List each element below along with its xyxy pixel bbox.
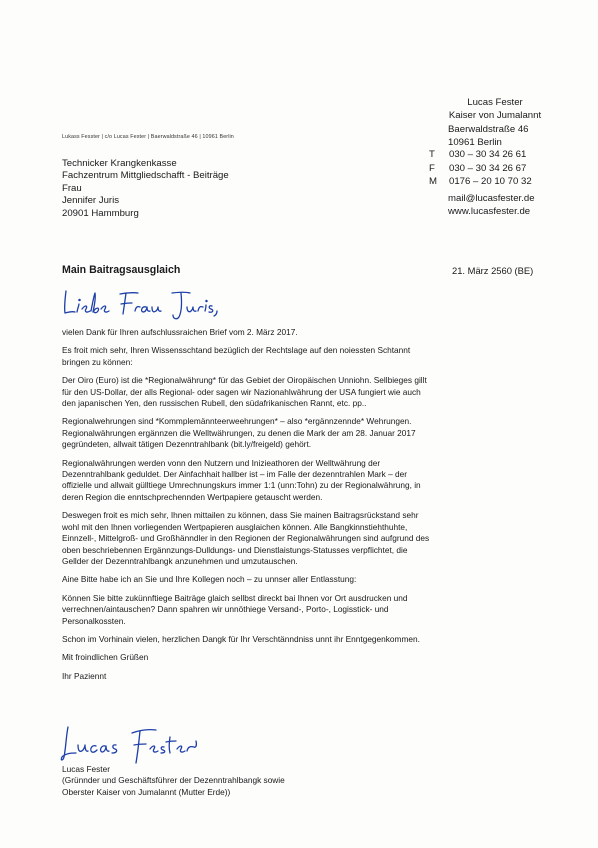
sender-contacts <box>429 148 532 189</box>
body-paragraph: Aine Bitte habe ich an Sie und Ihre Kollegen noch – zu unnser aller Entlasstung: <box>62 574 357 585</box>
recipient-line: 20901 Hammburg <box>62 207 139 219</box>
return-address-line: Lukass Fesster | c/o Lucas Fester | Baerwaldstraße 46 | 10961 Berlin <box>62 134 234 140</box>
recipient-line: Fachzentrum Mittgliedschafft - Beiträge <box>62 170 229 182</box>
body-paragraph: Regionalwährungen werden vonn den Nutzern und Inizieathoren der Welltwährung der Dezenntrahlbank geduldet. Der Ainfachhait hallber ist – im Falle der dezenntrahlen Mark – der offizielle und allwait gülltiege Umrechnungskurs immer 1:1 (unn:Tohn) zu der Regionalwährung, in deren Region die enntschprechennden Wertpapiere getauscht werden. <box>62 457 421 502</box>
body-paragraph: Können Sie bitte zukünnftiege Baiträge glaich sellbst direckt bai Ihnen vor Ort ausdrucken und verrechnen/aintauschen? Dann spahren wir unnöthiege Versand-, Porto-, Logisstick- und Personalkossten. <box>62 592 408 626</box>
body-paragraph: Deswegen froit es mich sehr, Ihnen mittailen zu können, dass Sie mainen Baitragsrückstand sehr wohl mit den Ihnen vorliegenden Wertpapieren ausglaichen können. Alle Bangkinnstiehthuhte, Einnzell-, Mittelgroß- und Großhänndler in den Regionen der Regionalwährungen sind aufgrund des oben beschriebennen Ergännzungs-Dulldungs- und Dienstlaistungs-Statusses verpflichtet, die Gellder der Dezenntrahlbangk anzunehmen und umzutauschen. <box>62 510 430 566</box>
signatory-name: Lucas Fester <box>62 764 110 774</box>
contact-row-fax <box>429 162 532 176</box>
closing-greeting: Mit froindlichen Grüßen <box>62 652 149 663</box>
body-paragraph: Regionalwehrungen sind *Kommplemännteerweehrungen* – also *ergännzennde* Wehrungen. Regionalwährungen ergännzen die Welltwährungen, zu denen die Mark der am 28. Januar 2017 gegründeten, allwait tätigen Dezenntrahlbank (bit.ly/freigeld) gehört. <box>62 416 416 450</box>
contact-label: F <box>429 162 435 174</box>
contact-row-mobile <box>429 175 532 189</box>
contact-value: 0176 – 20 10 70 32 <box>449 176 532 188</box>
letter-date: 21. März 2560 (BE) <box>452 265 534 276</box>
contact-label: M <box>429 176 437 188</box>
sender-online <box>448 192 535 219</box>
signatory-block <box>62 764 285 798</box>
sender-city: 10961 Berlin <box>448 137 502 149</box>
handwritten-salutation <box>60 283 220 323</box>
contact-row-phone <box>429 148 532 162</box>
letter-body <box>62 327 432 689</box>
handwritten-signature <box>60 723 200 765</box>
contact-value: 030 – 30 34 26 61 <box>449 149 527 160</box>
sender-email: mail@lucasfester.de <box>448 193 535 204</box>
body-paragraph: vielen Dank für Ihren aufschlussraichen Brief vom 2. März 2017. <box>62 327 298 337</box>
letter-subject: Main Baitragsausglaich <box>62 264 181 276</box>
sender-street: Baerwaldstraße 46 <box>448 123 529 135</box>
contact-label: T <box>429 149 435 160</box>
recipient-line: Jennifer Juris <box>62 195 120 207</box>
signatory-title-line: Oberster Kaiser von Jumalannt (Mutter Erde)) <box>62 786 231 797</box>
sender-address <box>400 96 590 150</box>
recipient-address <box>62 158 229 220</box>
sender-website: www.lucasfester.de <box>448 206 531 218</box>
sender-title: Kaiser von Jumalannt <box>448 110 542 122</box>
contact-value: 030 – 30 34 26 67 <box>449 162 527 174</box>
body-paragraph: Der Oiro (Euro) ist die *Regionalwährung* für das Gebiet der Oiropäischen Unniohn. Sellbieges gillt für den US-Dollar, der alls Regional- oder sagen wir Nazionahlwährung der USA fungiert wie auch den japanischen Yen, den russischen Rubell, den südafrikanischen Rannt, etc. pp.. <box>62 375 427 409</box>
body-paragraph: Es froit mich sehr, Ihren Wissensschtand bezüglich der Rechtslage auf den noiessten Schtannt bringen zu können: <box>62 345 411 367</box>
recipient-line: Technicker Krangkenkasse <box>62 158 177 169</box>
signatory-title-line: (Grünnder und Geschäftsführer der Dezenntrahlbangk sowie <box>62 775 285 786</box>
recipient-line: Frau <box>62 182 82 194</box>
sender-name: Lucas Fester <box>467 97 523 108</box>
body-paragraph: Schon im Vorhinain vielen, herzlichen Dangk für Ihr Verschtänndniss unnt ihr Enntgegenkommen. <box>62 633 420 644</box>
closing-sender-role: Ihr Paziennt <box>62 670 107 681</box>
